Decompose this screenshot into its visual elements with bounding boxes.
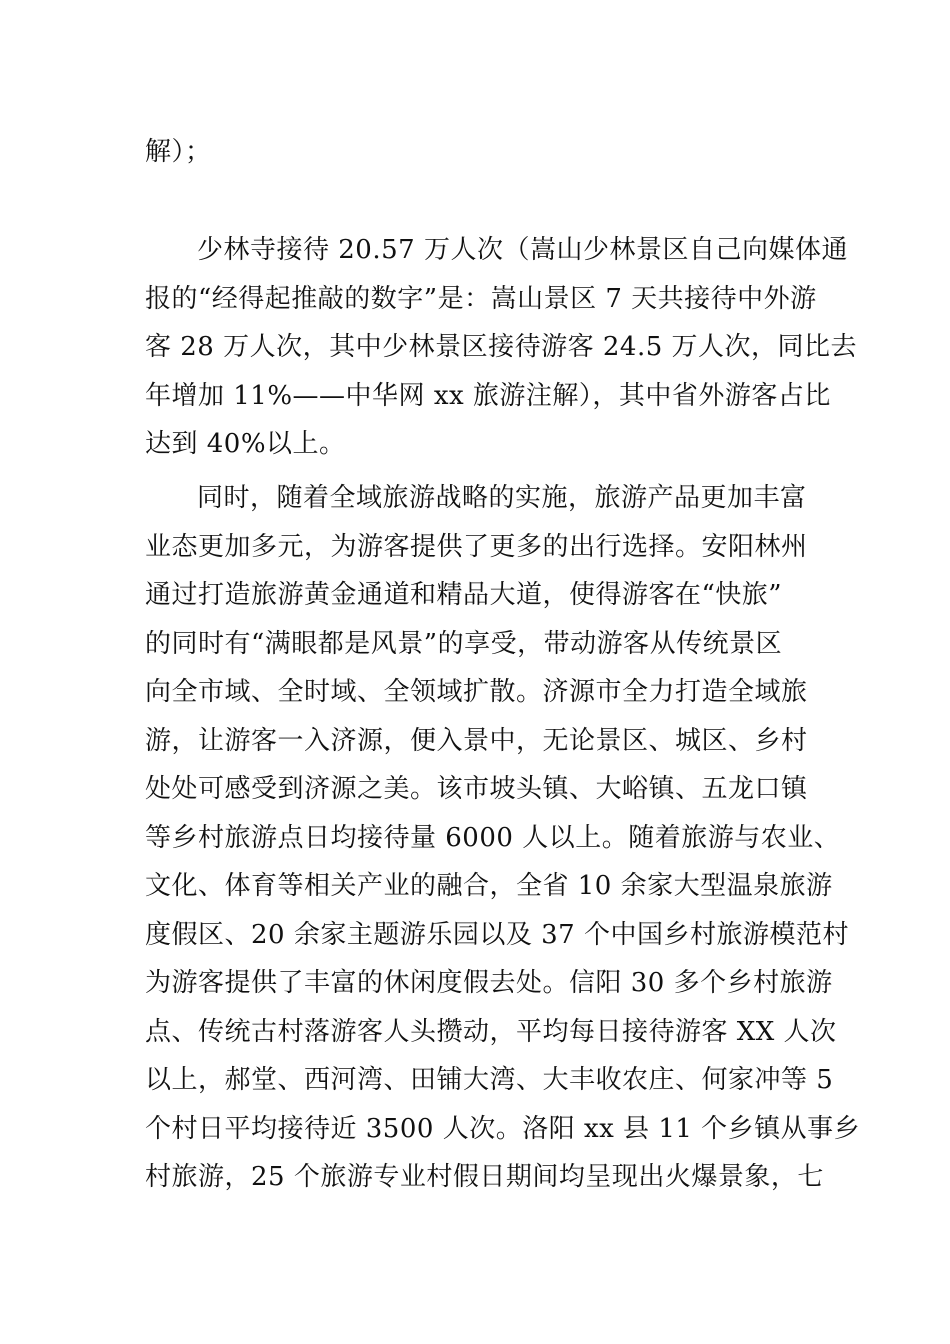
text-line: 业态更加多元，为游客提供了更多的出行选择。安阳林州 [145, 531, 808, 562]
text-line: 处处可感受到济源之美。该市坡头镇、大峪镇、五龙口镇 [145, 774, 808, 804]
text-line: 少林寺接待 20.57 万人次（嵩山少林景区自己向媒体通 [197, 235, 848, 265]
text-line: 以上，郝堂、西河湾、田铺大湾、大丰收农庄、何家冲等 5 [145, 1065, 834, 1095]
text-line: 解）； [145, 137, 212, 167]
paragraph-intro [145, 128, 810, 177]
text-line: 向全市域、全时域、全领域扩散。济源市全力打造全域旅 [145, 677, 808, 707]
text-line: 村旅游，25 个旅游专业村假日期间均呈现出火爆景象，七 [145, 1162, 824, 1192]
text-line: 游，让游客一入济源，便入景中，无论景区、城区、乡村 [145, 725, 808, 756]
text-line: 个村日平均接待近 3500 人次。洛阳 xx 县 11 个乡镇从事乡 [145, 1113, 861, 1144]
text-line: 为游客提供了丰富的休闲度假去处。信阳 30 多个乡村旅游 [145, 968, 833, 998]
text-line: 的同时有“满眼都是风景”的享受，带动游客从传统景区 [145, 628, 783, 659]
paragraph-shaolin-visitors [145, 226, 858, 469]
paragraph-regional-tourism [145, 474, 861, 1202]
text-line: 通过打造旅游黄金通道和精品大道，使得游客在“快旅” [145, 580, 783, 610]
text-line: 客 28 万人次，其中少林景区接待游客 24.5 万人次，同比去 [145, 332, 858, 362]
text-line: 年增加 11%——中华网 xx 旅游注解），其中省外游客占比 [145, 380, 831, 411]
text-line: 文化、体育等相关产业的融合，全省 10 余家大型温泉旅游 [145, 871, 833, 901]
text-line: 报的“经得起推敲的数字”是：嵩山景区 7 天共接待中外游 [145, 283, 817, 314]
text-line: 达到 40%以上。 [145, 429, 346, 459]
text-line: 点、传统古村落游客人头攒动，平均每日接待游客 XX 人次 [145, 1016, 837, 1047]
text-line: 度假区、20 余家主题游乐园以及 37 个中国乡村旅游模范村 [145, 919, 849, 950]
text-line: 同时，随着全域旅游战略的实施，旅游产品更加丰富 [197, 483, 807, 513]
text-line: 等乡村旅游点日均接待量 6000 人以上。随着旅游与农业、 [145, 822, 841, 853]
